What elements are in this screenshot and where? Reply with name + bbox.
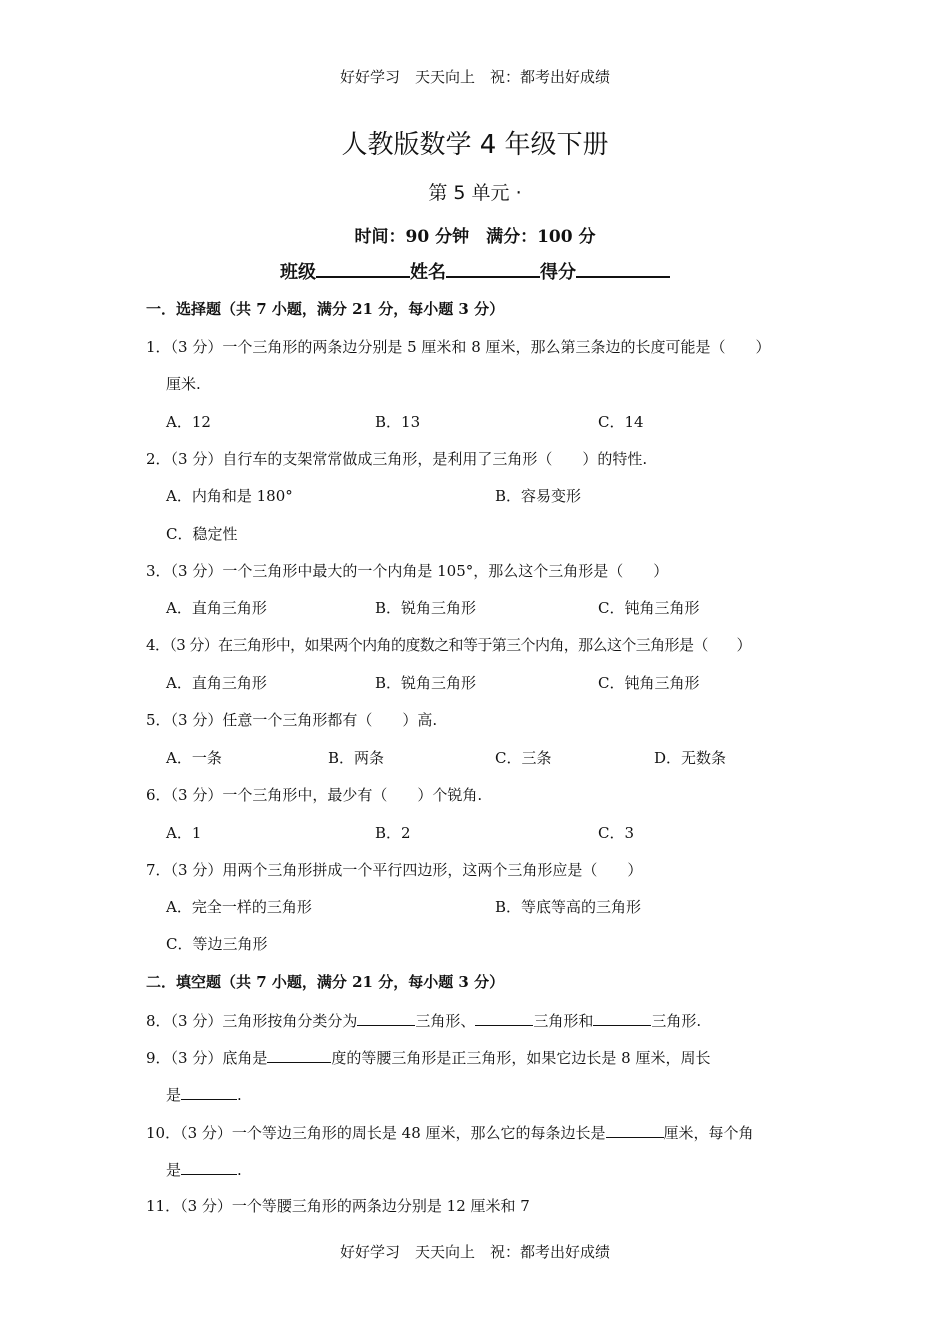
question-3-option-b[interactable]: B．锐角三角形 <box>375 599 477 617</box>
question-3-text: 3．（3 分）一个三角形中最大的一个内角是 105°，那么这个三角形是（ ） <box>146 562 669 580</box>
question-5-option-c[interactable]: C．三条 <box>495 749 552 767</box>
question-4-text: 4．（3 分）在三角形中，如果两个内角的度数之和等于第三个内角，那么这个三角形是（ ） <box>146 636 751 654</box>
page-footer: 好好学习 天天向上 祝：都考出好成绩 <box>339 1243 610 1261</box>
question-8-part-3: 三角形和 <box>533 1012 594 1030</box>
question-10-blank-1[interactable] <box>606 1121 664 1138</box>
question-8-blank-2[interactable] <box>475 1009 533 1026</box>
question-7-option-b[interactable]: B．等底等高的三角形 <box>495 898 642 916</box>
question-9-part-2: 度的等腰三角形是正三角形，如果它边长是 8 厘米，周长 <box>331 1049 711 1067</box>
question-6-option-b[interactable]: B．2 <box>375 824 411 842</box>
question-5-text: 5．（3 分）任意一个三角形都有（ ）高. <box>146 711 438 729</box>
question-1-option-a[interactable]: A．12 <box>166 413 211 431</box>
question-9-part-1: 9．（3 分）底角是 <box>146 1049 268 1067</box>
question-9-line2-part-2: . <box>237 1086 242 1104</box>
question-4-option-c[interactable]: C．钝角三角形 <box>598 674 700 692</box>
name-label: 姓名 <box>410 262 446 283</box>
question-1-text-cont: 厘米. <box>166 375 201 393</box>
page-header: 好好学习 天天向上 祝：都考出好成绩 <box>339 68 610 86</box>
score-blank[interactable] <box>576 258 670 278</box>
question-7-text: 7．（3 分）用两个三角形拼成一个平行四边形，这两个三角形应是（ ） <box>146 861 643 879</box>
question-1-text: 1．（3 分）一个三角形的两条边分别是 5 厘米和 8 厘米，那么第三条边的长度可能是（ ） <box>146 338 771 356</box>
time-info: 时间：90 分钟 满分：100 分 <box>354 227 596 247</box>
question-2-option-c[interactable]: C．稳定性 <box>166 525 238 543</box>
class-label: 班级 <box>280 262 316 283</box>
question-9-blank-1[interactable] <box>267 1046 331 1063</box>
question-2-option-b[interactable]: B．容易变形 <box>495 487 582 505</box>
question-3-option-a[interactable]: A．直角三角形 <box>166 599 267 617</box>
question-6-text: 6．（3 分）一个三角形中，最少有（ ）个锐角. <box>146 786 483 804</box>
section-fill-heading: 二．填空题（共 7 小题，满分 21 分，每小题 3 分） <box>146 973 505 991</box>
question-1-option-c[interactable]: C．14 <box>598 413 644 431</box>
question-4-option-a[interactable]: A．直角三角形 <box>166 674 267 692</box>
question-10-part-1: 10．（3 分）一个等边三角形的周长是 48 厘米，那么它的每条边长是 <box>146 1124 606 1142</box>
section-choice-heading: 一．选择题（共 7 小题，满分 21 分，每小题 3 分） <box>146 300 505 318</box>
question-8-blank-3[interactable] <box>593 1009 651 1026</box>
question-9-line2-part-1: 是 <box>166 1086 182 1104</box>
question-8-text <box>146 1009 701 1031</box>
question-5-option-a[interactable]: A．一条 <box>166 749 222 767</box>
question-8-blank-1[interactable] <box>357 1009 415 1026</box>
question-6-option-a[interactable]: A．1 <box>166 824 202 842</box>
question-10-line2-part-1: 是 <box>166 1161 182 1179</box>
question-11-text: 11．（3 分）一个等腰三角形的两条边分别是 12 厘米和 7 <box>146 1197 530 1215</box>
question-5-option-d[interactable]: D．无数条 <box>654 749 727 767</box>
question-10-blank-2[interactable] <box>181 1158 237 1175</box>
student-info-row <box>0 258 950 284</box>
name-blank[interactable] <box>446 258 540 278</box>
page-title: 人教版数学 4 年级下册 <box>341 130 609 160</box>
question-7-option-c[interactable]: C．等边三角形 <box>166 935 268 953</box>
question-10-text-cont <box>166 1158 242 1180</box>
question-10-part-2: 厘米，每个角 <box>663 1124 754 1142</box>
question-8-part-1: 8．（3 分）三角形按角分类分为 <box>146 1012 358 1030</box>
question-9-text-cont <box>166 1083 242 1105</box>
question-10-text <box>146 1121 754 1143</box>
question-6-option-c[interactable]: C．3 <box>598 824 635 842</box>
question-9-blank-2[interactable] <box>181 1083 237 1100</box>
question-9-text <box>146 1046 710 1068</box>
question-2-option-a[interactable]: A．内角和是 180° <box>166 487 293 505</box>
question-2-text: 2．（3 分）自行车的支架常常做成三角形，是利用了三角形（ ）的特性. <box>146 450 648 468</box>
question-10-line2-part-2: . <box>237 1161 242 1179</box>
question-8-part-2: 三角形、 <box>415 1012 476 1030</box>
page-subtitle: 第 5 单元 · <box>428 182 522 204</box>
question-3-option-c[interactable]: C．钝角三角形 <box>598 599 700 617</box>
score-label: 得分 <box>540 262 576 283</box>
class-blank[interactable] <box>316 258 410 278</box>
question-7-option-a[interactable]: A．完全一样的三角形 <box>166 898 312 916</box>
question-4-option-b[interactable]: B．锐角三角形 <box>375 674 477 692</box>
question-1-option-b[interactable]: B．13 <box>375 413 421 431</box>
question-5-option-b[interactable]: B．两条 <box>328 749 385 767</box>
question-8-part-4: 三角形. <box>651 1012 702 1030</box>
